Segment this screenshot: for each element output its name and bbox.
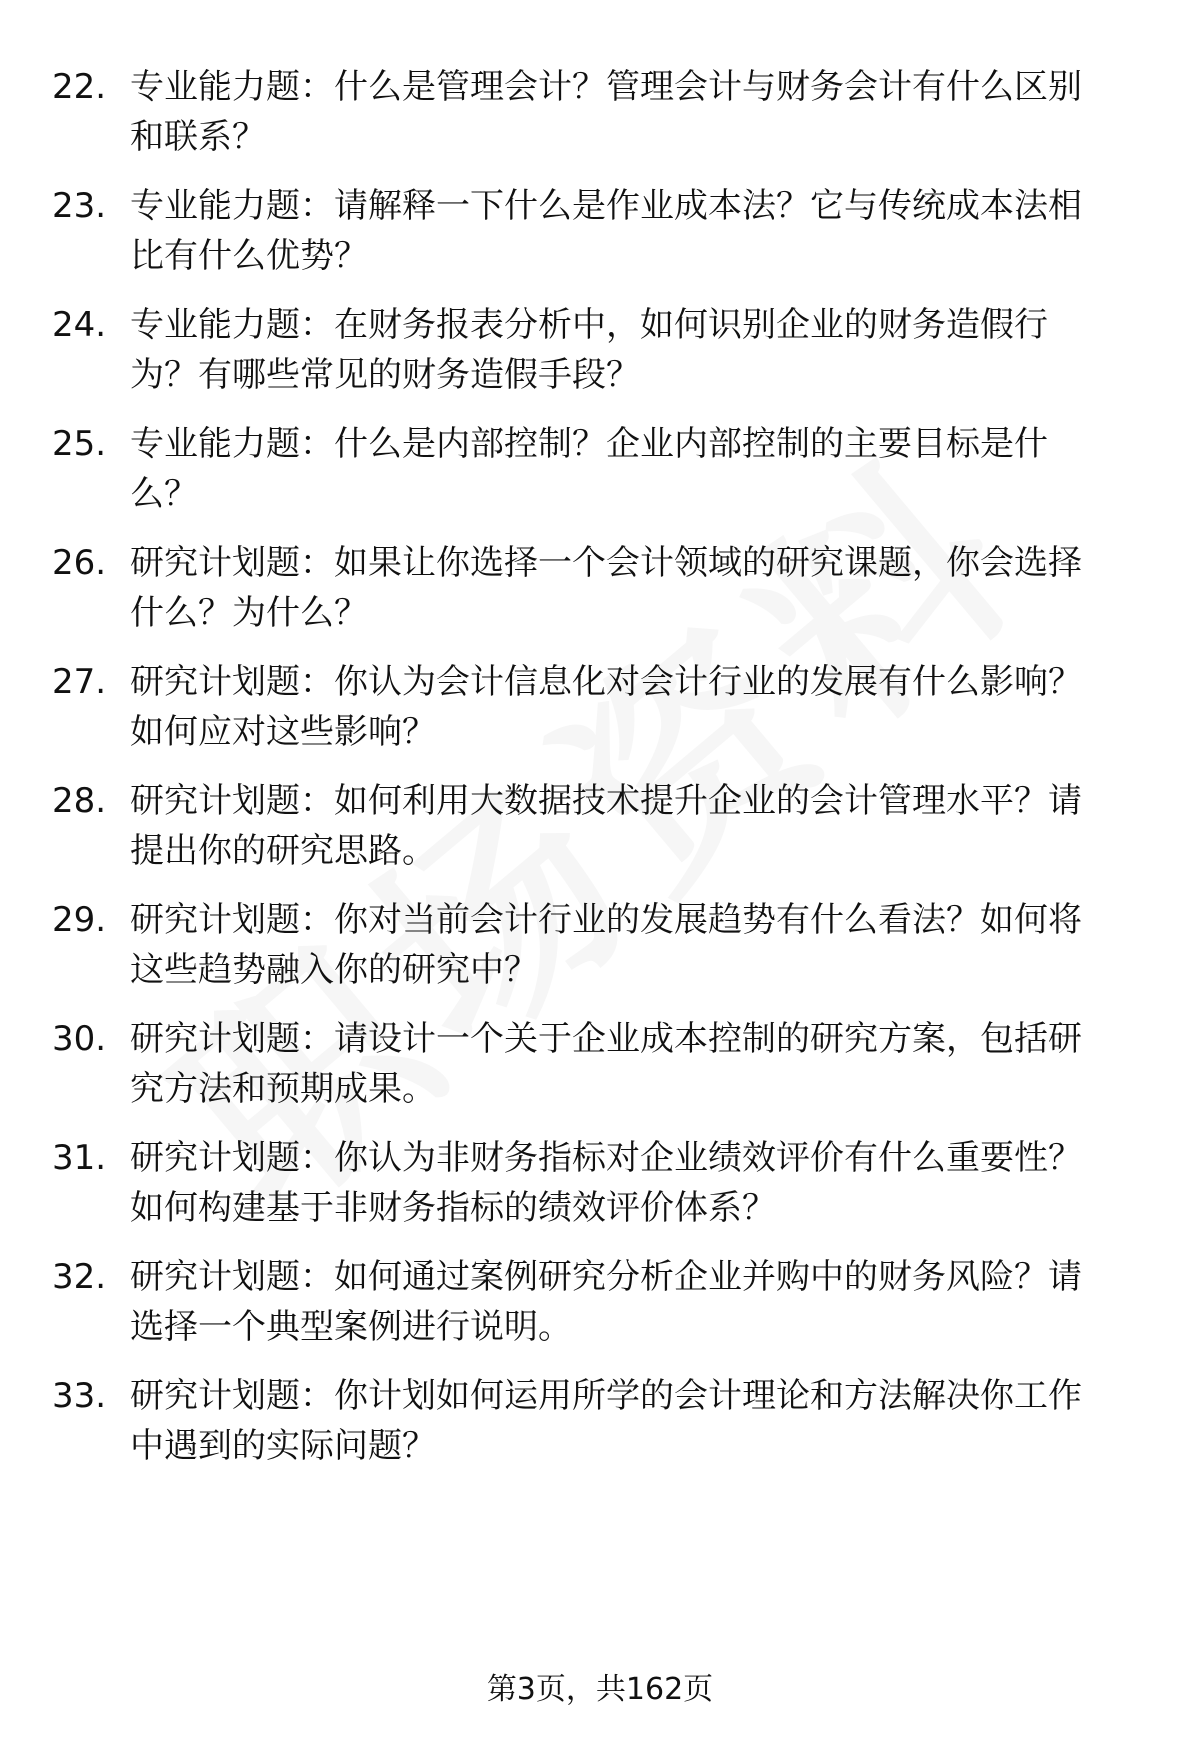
question-text: 研究计划题：你对当前会计行业的发展趋势有什么看法？如何将这些趋势融入你的研究中？ <box>130 900 1082 990</box>
question-text: 专业能力题：什么是内部控制？企业内部控制的主要目标是什么？ <box>130 424 1048 514</box>
question-number: 32. <box>52 1257 107 1297</box>
question-text: 研究计划题：如果让你选择一个会计领域的研究课题，你会选择什么？为什么？ <box>130 543 1082 633</box>
question-text: 研究计划题：如何利用大数据技术提升企业的会计管理水平？请提出你的研究思路。 <box>130 781 1082 871</box>
question-number: 23. <box>52 186 107 226</box>
question-text: 专业能力题：在财务报表分析中，如何识别企业的财务造假行为？有哪些常见的财务造假手段？ <box>130 305 1048 395</box>
question-number: 33. <box>52 1376 107 1416</box>
question-number: 31. <box>52 1138 107 1178</box>
question-text: 研究计划题：如何通过案例研究分析企业并购中的财务风险？请选择一个典型案例进行说明。 <box>130 1257 1082 1347</box>
question-number: 28. <box>52 781 107 821</box>
question-text: 专业能力题：什么是管理会计？管理会计与财务会计有什么区别和联系？ <box>130 67 1082 157</box>
question-number: 26. <box>52 543 107 583</box>
question-text: 研究计划题：你计划如何运用所学的会计理论和方法解决你工作中遇到的实际问题？ <box>130 1376 1082 1466</box>
question-text: 专业能力题：请解释一下什么是作业成本法？它与传统成本法相比有什么优势？ <box>130 186 1082 276</box>
question-text: 研究计划题：请设计一个关于企业成本控制的研究方案，包括研究方法和预期成果。 <box>130 1019 1082 1109</box>
question-number: 25. <box>52 424 107 464</box>
question-number: 27. <box>52 662 107 702</box>
question-text: 研究计划题：你认为非财务指标对企业绩效评价有什么重要性？如何构建基于非财务指标的绩效评价体系？ <box>130 1138 1082 1228</box>
question-number: 30. <box>52 1019 107 1059</box>
question-text: 研究计划题：你认为会计信息化对会计行业的发展有什么影响？如何应对这些影响？ <box>130 662 1082 752</box>
question-number: 29. <box>52 900 107 940</box>
question-number: 22. <box>52 67 107 107</box>
page-number-footer: 第3页，共162页 <box>486 1672 714 1707</box>
question-number: 24. <box>52 305 107 345</box>
